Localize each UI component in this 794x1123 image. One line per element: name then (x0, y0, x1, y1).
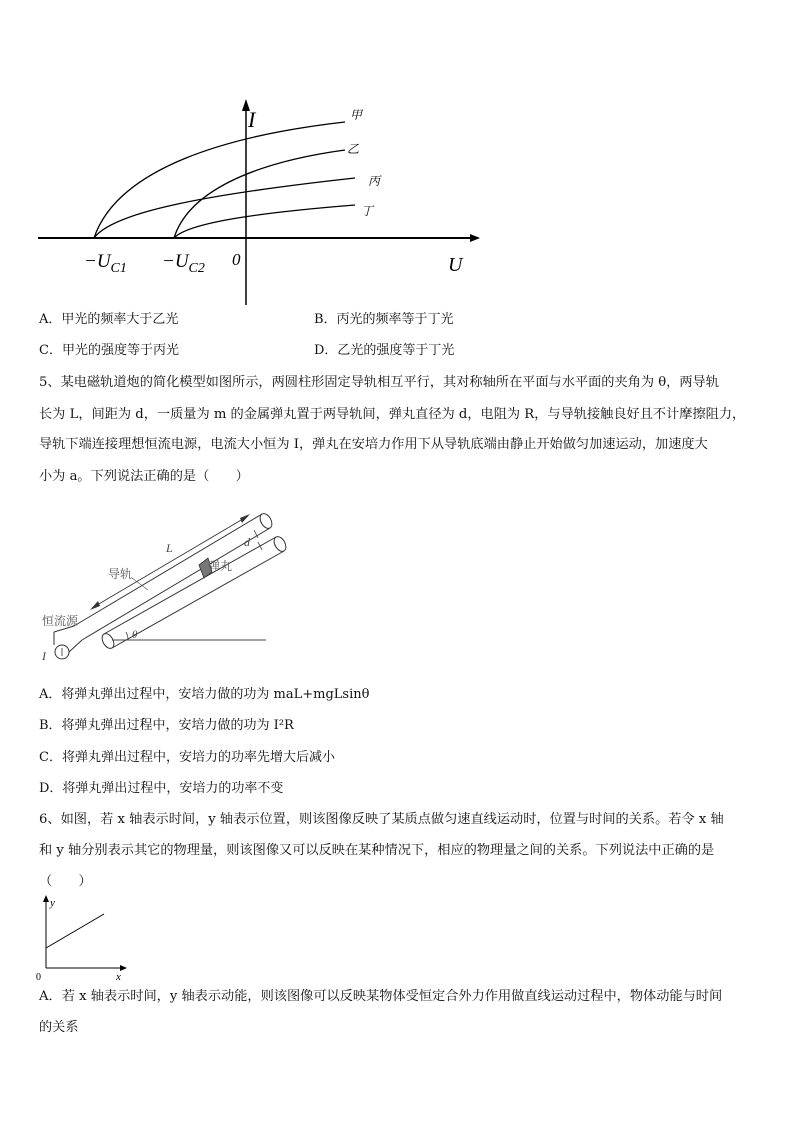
curve-label-jia: 甲 (350, 108, 363, 122)
current-label: I (42, 649, 46, 663)
source-label: 恒流源 (42, 614, 79, 628)
q5-option-a: A．将弹丸弹出过程中，安培力做的功为 maL+mgLsinθ (39, 687, 370, 702)
q6-option-a-line-1: A．若 x 轴表示时间，y 轴表示动能，则该图像可以反映某物体受恒定合外力作用做直线运动过程中，物体动能与时间 (39, 989, 723, 1004)
q5-stem-line-4: 小为 a。下列说法正确的是（ ） (39, 469, 249, 484)
length-label: L (166, 541, 173, 555)
u-axis-arrow (470, 234, 480, 242)
origin-label: 0 (232, 250, 241, 269)
x-axis-label: x (116, 971, 121, 983)
i-axis-label: I (248, 107, 256, 132)
q5-stem-line-2: 长为 L，间距为 d，一质量为 m 的金属弹丸置于两导轨间，弹丸直径为 d，电阻为 R，与导轨接触良好且不计摩擦阻力， (39, 407, 746, 422)
uc1-label: $-U_{C1}$ (84, 251, 127, 276)
q6-stem-line-3: （ ） (39, 874, 92, 889)
data-line (46, 914, 104, 948)
curve-label-yi: 乙 (347, 142, 360, 156)
photoelectric-iu-graph (0, 95, 500, 310)
q4-option-b: B．丙光的频率等于丁光 (314, 312, 454, 327)
q6-stem-line-2: 和 y 轴分别表示其它的物理量，则该图像又可以反映在某种情况下，相应的物理量之间的关系。下列说法中正确的是 (39, 843, 715, 858)
q5-stem-line-3: 导轨下端连接理想恒流电源，电流大小恒为 I，弹丸在安培力作用下从导轨底端由静止开始做匀加速运动，加速度大 (39, 437, 708, 452)
curve-yi (174, 150, 345, 238)
u-axis-label: U (448, 254, 463, 276)
distance-label: d (244, 535, 250, 549)
railgun-figure (36, 500, 306, 672)
q5-option-b: B．将弹丸弹出过程中，安培力做的功为 I²R (39, 718, 294, 733)
q5-option-c: C．将弹丸弹出过程中，安培力的功率先增大后减小 (39, 750, 335, 765)
q5-option-d: D．将弹丸弹出过程中，安培力的功率不变 (39, 781, 284, 796)
q4-option-a: A．甲光的频率大于乙光 (39, 312, 179, 327)
lower-rail (100, 535, 289, 651)
upper-rail (74, 512, 274, 640)
curve-ding (174, 205, 355, 238)
curve-jia (94, 122, 345, 238)
q5-stem-line-1: 5、某电磁轨道炮的简化模型如图所示，两圆柱形固定导轨相互平行，其对称轴所在平面与水平面的夹角为 θ，两导轨 (39, 375, 719, 390)
angle-label: θ (132, 629, 138, 641)
q4-option-d: D．乙光的强度等于丁光 (314, 343, 455, 358)
origin-label: 0 (36, 972, 41, 983)
xy-line-graph (32, 892, 132, 984)
uc2-label: $-U_{C2}$ (162, 251, 205, 276)
rail-label: 导轨 (108, 567, 133, 581)
y-axis-label: y (50, 897, 55, 909)
curve-label-bing: 丙 (368, 174, 381, 188)
projectile-label: 弹丸 (208, 559, 233, 573)
curve-label-ding: 丁 (361, 204, 374, 218)
q4-option-c: C．甲光的强度等于丙光 (39, 343, 179, 358)
q6-stem-line-1: 6、如图，若 x 轴表示时间，y 轴表示位置，则该图像反映了某质点做匀速直线运动时，位置与时间的关系。若令 x 轴 (39, 812, 724, 827)
q6-option-a-line-2: 的关系 (39, 1020, 79, 1035)
